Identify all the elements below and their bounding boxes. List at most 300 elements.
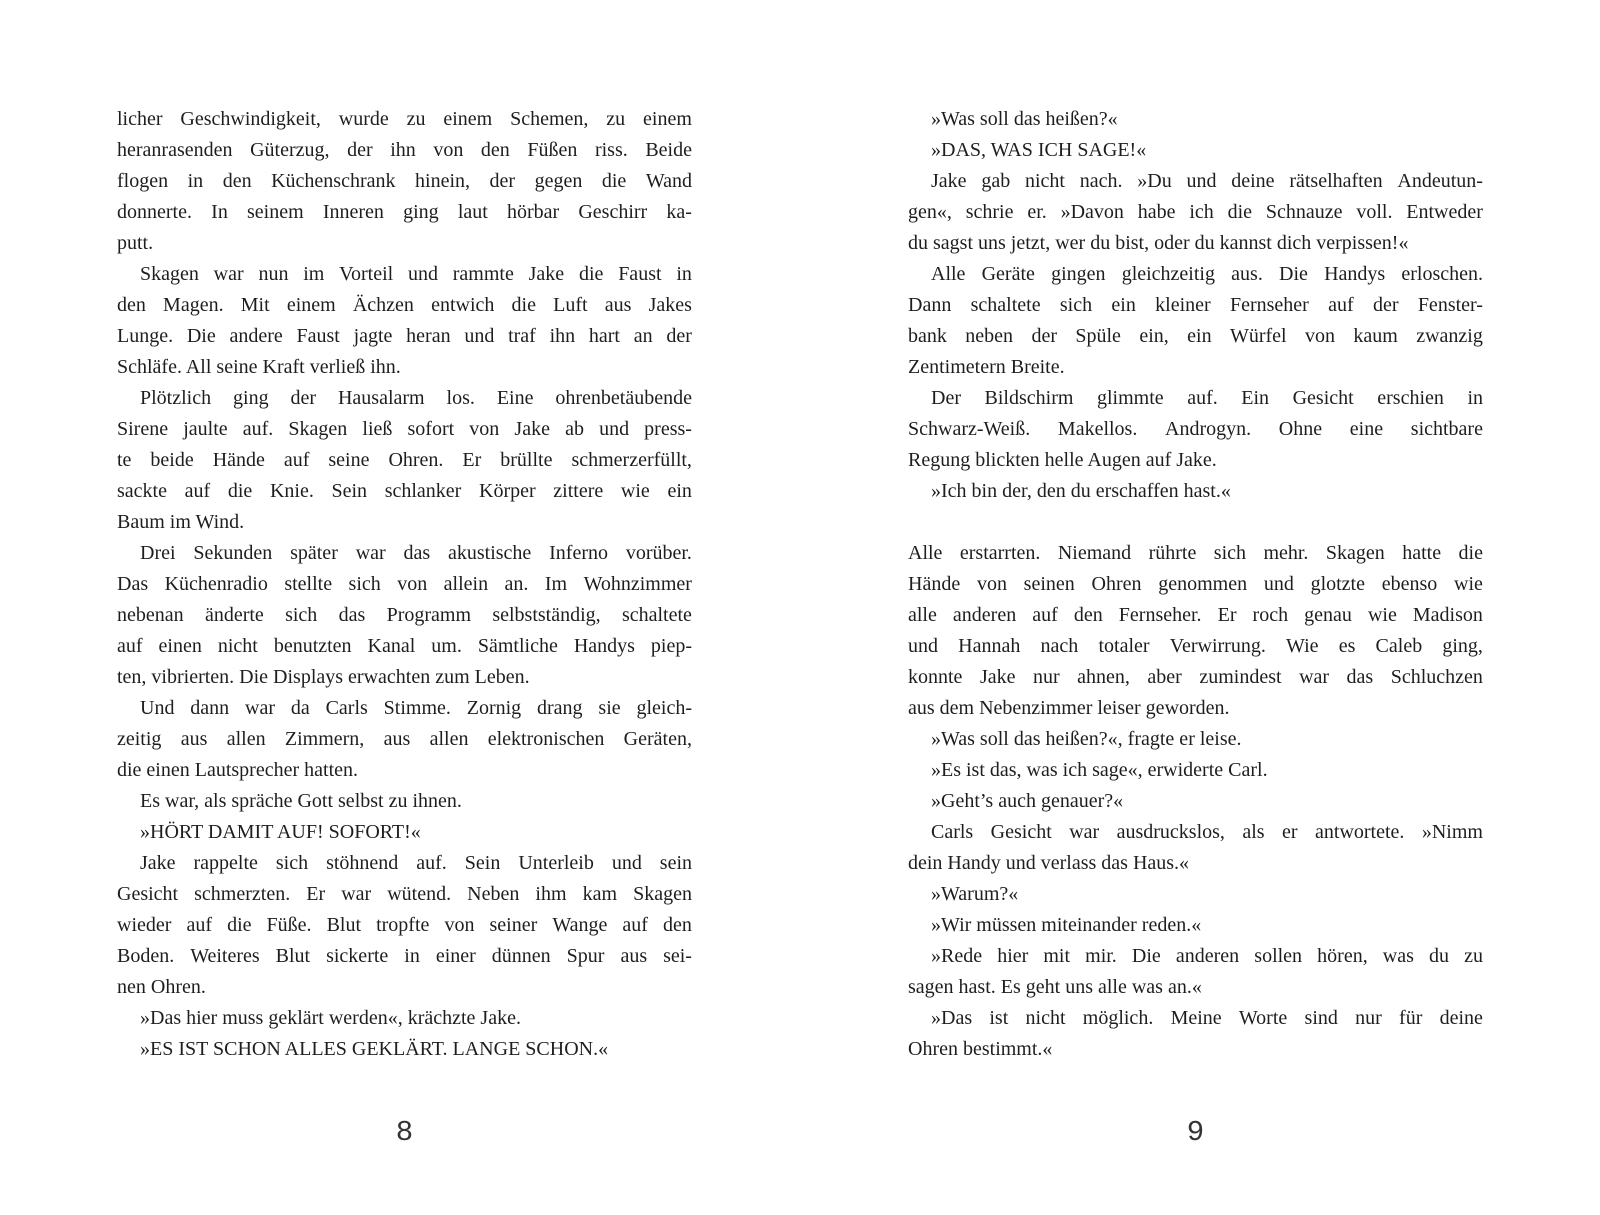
word: sich [1213, 542, 1246, 564]
text-line [908, 166, 1483, 197]
text-line [117, 290, 692, 321]
word: Programm [386, 604, 472, 626]
word: nur [1355, 1007, 1382, 1029]
text-line: sagen hast. Es geht uns alle was an.« [908, 976, 1202, 998]
text-line: »ES IST SCHON ALLES GEKLÄRT. LANGE SCHON.« [140, 1038, 609, 1060]
word: Carls [931, 821, 974, 843]
word: nicht [1024, 170, 1065, 192]
word: anderen [1175, 945, 1240, 967]
word: selbstständig, [492, 604, 601, 626]
word: aus [620, 945, 648, 967]
word: Stimme. [383, 697, 451, 719]
word: Er [1217, 604, 1237, 626]
word: Alle [908, 542, 943, 564]
word: flogen [117, 170, 169, 192]
word: sein [659, 852, 692, 874]
word: auf [1032, 604, 1058, 626]
text-line: »Wir müssen miteinander reden.« [931, 914, 1202, 936]
text-line [117, 135, 692, 166]
word: Madison [1412, 604, 1483, 626]
word: seine [328, 449, 370, 471]
word: Caleb [1375, 635, 1423, 657]
word: stöhnend [326, 852, 399, 874]
text-line: aus dem Nebenzimmer leiser geworden. [908, 697, 1230, 719]
word: aus. [1231, 263, 1263, 285]
word: Spüle [1075, 325, 1121, 347]
text-line: du sagst uns jetzt, wer du bist, oder du kannst dich verpissen!« [908, 232, 1409, 254]
word: Skagen [140, 263, 199, 285]
word: auf. [242, 418, 274, 440]
word: sichtbare [1410, 418, 1483, 440]
word: schmerzten. [194, 883, 291, 905]
word: und [407, 263, 438, 285]
word: Güterzug, [250, 139, 330, 161]
word: sickerte [326, 945, 389, 967]
word: Skagen [1325, 542, 1385, 564]
word: beide [150, 449, 194, 471]
word: war [1069, 821, 1100, 843]
text-line: Ohren bestimmt.« [908, 1038, 1053, 1060]
word: riss. [594, 139, 628, 161]
text-line: Schläfe. All seine Kraft verließ ihn. [117, 356, 401, 378]
word: Körper [479, 480, 536, 502]
word: Niemand [1057, 542, 1132, 564]
word: ab [565, 418, 584, 440]
word: brüllte [500, 449, 553, 471]
word: ihn [390, 139, 416, 161]
word: los. [446, 387, 475, 409]
word: rührte [1148, 542, 1197, 564]
word: gegen [534, 170, 583, 192]
word: auf [184, 480, 211, 502]
word: an. [504, 573, 529, 595]
word: Dann [908, 294, 952, 316]
text-line [117, 476, 692, 507]
word: und [599, 418, 630, 440]
word: nach. [1079, 170, 1123, 192]
word: ein [1111, 294, 1136, 316]
word: ausdruckslos, [1116, 821, 1225, 843]
word: der [347, 139, 373, 161]
word: Meine [1170, 1007, 1222, 1029]
text-line: »Was soll das heißen?« [931, 108, 1118, 130]
word: Eine [496, 387, 534, 409]
word: die [1227, 201, 1253, 223]
word: und [611, 852, 642, 874]
word: Entweder [1406, 201, 1483, 223]
word: Hände [908, 573, 961, 595]
word: Makellos. [1057, 418, 1138, 440]
text-line [908, 817, 1483, 848]
word: seiner [489, 914, 538, 936]
word: den [222, 170, 252, 192]
word: roch [1252, 604, 1289, 626]
word: Wange [552, 914, 608, 936]
word: im [303, 263, 325, 285]
word: Die [1131, 945, 1161, 967]
word: seinem [247, 201, 304, 223]
word: Ohren [1091, 573, 1142, 595]
text-line [908, 197, 1483, 228]
text-line [117, 383, 692, 414]
word: dann [190, 697, 230, 719]
word: ka- [666, 201, 692, 223]
word: Luft [553, 294, 588, 316]
word: von [444, 914, 475, 936]
word: wieder [117, 914, 172, 936]
word: Schnauze [1265, 201, 1343, 223]
text-line [117, 197, 692, 228]
word: aber [1147, 666, 1182, 688]
word: auf [117, 635, 143, 657]
word: Magen. [163, 294, 224, 316]
word: Carls [325, 697, 368, 719]
page-right-text-column [908, 104, 1483, 1065]
word: ich [1189, 201, 1214, 223]
word: Sirene [117, 418, 169, 440]
word: war [213, 263, 244, 285]
word: In [211, 201, 228, 223]
word: antwortete. [1315, 821, 1405, 843]
word: deine [1231, 170, 1275, 192]
word: Weiteres [190, 945, 260, 967]
word: Wand [645, 170, 692, 192]
word: bank [908, 325, 947, 347]
word: Hausalarm [337, 387, 425, 409]
word: Jakes [648, 294, 692, 316]
word: den [1073, 604, 1103, 626]
word: wie [1367, 604, 1397, 626]
word: der [1372, 294, 1399, 316]
text-line [117, 600, 692, 631]
text-line [117, 259, 692, 290]
word: Androgyn. [1165, 418, 1252, 440]
word: ließ [362, 418, 393, 440]
word: hinein, [415, 170, 471, 192]
text-line [908, 321, 1483, 352]
word: sich [348, 573, 381, 595]
word: kleiner [1155, 294, 1211, 316]
text-line: Zentimetern Breite. [908, 356, 1065, 378]
word: press- [644, 418, 692, 440]
word: mehr. [1263, 542, 1309, 564]
word: Die [186, 325, 216, 347]
word: Drei [140, 542, 176, 564]
word: Ächzen [352, 294, 414, 316]
word: »Davon [1060, 201, 1124, 223]
word: anderen [952, 604, 1017, 626]
word: änderte [204, 604, 264, 626]
word: Kanal [367, 635, 416, 657]
word: allen [226, 728, 266, 750]
text-line [908, 259, 1483, 290]
word: Jake [140, 852, 176, 874]
word: Bildschirm [984, 387, 1074, 409]
word: er. [1027, 201, 1047, 223]
word: Lunge. [117, 325, 174, 347]
word: um. [431, 635, 462, 657]
word: auf [283, 449, 310, 471]
word: die [601, 170, 627, 192]
text-line [117, 445, 692, 476]
word: nebenan [117, 604, 184, 626]
text-line [117, 321, 692, 352]
word: die [227, 914, 252, 936]
text-line: »Was soll das heißen?«, fragte er leise. [931, 728, 1242, 750]
text-line [908, 414, 1483, 445]
word: Skagen [288, 418, 348, 440]
word: Inferno [549, 542, 608, 564]
word: vorüber. [625, 542, 692, 564]
word: »Rede [931, 945, 983, 967]
word: andere [229, 325, 283, 347]
word: einem [286, 294, 336, 316]
word: an [633, 325, 653, 347]
word: Zimmern, [284, 728, 365, 750]
word: mit [1043, 945, 1071, 967]
text-line [117, 693, 692, 724]
text-line [117, 104, 692, 135]
text-line [117, 631, 692, 662]
word: »Das [931, 1007, 973, 1029]
text-line [117, 166, 692, 197]
word: Plötzlich [140, 387, 212, 409]
word: zwanzig [1416, 325, 1483, 347]
word: Geräten, [623, 728, 692, 750]
word: Neben [467, 883, 520, 905]
word: dünnen [491, 945, 551, 967]
word: elektronischen [487, 728, 605, 750]
text-line [908, 631, 1483, 662]
word: zu [406, 108, 426, 130]
word: du [1429, 945, 1449, 967]
word: aus [383, 728, 411, 750]
word: ein [1187, 325, 1212, 347]
text-line: ten, vibrierten. Die Displays erwachten zum Leben. [117, 666, 530, 688]
word: ahnen, [1077, 666, 1130, 688]
word: Er [462, 449, 482, 471]
word: Unterleib [518, 852, 594, 874]
word: zu [1464, 945, 1483, 967]
word: die [511, 294, 536, 316]
word: der [489, 170, 516, 192]
word: Spur [566, 945, 605, 967]
word: hatte [1402, 542, 1442, 564]
word: voll. [1356, 201, 1393, 223]
word: schaltete [970, 294, 1041, 316]
text-line [117, 941, 692, 972]
word: da [290, 697, 310, 719]
word: von [976, 573, 1007, 595]
word: drang [537, 697, 583, 719]
word: gingen [1051, 263, 1106, 285]
text-line: die einen Lautsprecher hatten. [117, 759, 358, 781]
word: kaum [1353, 325, 1398, 347]
word: schaltete [621, 604, 692, 626]
word: auf. [1187, 387, 1218, 409]
word: in [1467, 387, 1483, 409]
word: und [1186, 170, 1217, 192]
word: Boden. [117, 945, 175, 967]
word: aus [180, 728, 208, 750]
word: Knie. [269, 480, 314, 502]
word: laut [457, 201, 488, 223]
word: Alle [931, 263, 966, 285]
word: und [464, 325, 495, 347]
word: der [666, 325, 692, 347]
word: ebenso [1381, 573, 1438, 595]
word: jaulte [183, 418, 228, 440]
text-line [117, 724, 692, 755]
word: Mit [240, 294, 270, 316]
text-line [117, 879, 692, 910]
word: konnte [908, 666, 963, 688]
text-line: dein Handy und verlass das Haus.« [908, 852, 1190, 874]
word: den [117, 294, 146, 316]
word: Vorteil [339, 263, 394, 285]
text-line [908, 1003, 1483, 1034]
word: ohrenbetäubende [555, 387, 692, 409]
word: Gesicht [117, 883, 179, 905]
word: habe [1137, 201, 1176, 223]
word: ging [233, 387, 269, 409]
text-line [908, 383, 1483, 414]
word: die [578, 263, 604, 285]
page-left-text-column [117, 104, 692, 1065]
word: jagte [353, 325, 393, 347]
word: sofort [407, 418, 455, 440]
word: war [355, 542, 386, 564]
word: von [397, 573, 428, 595]
word: Würfel [1229, 325, 1287, 347]
word: Im [544, 573, 568, 595]
word: hier [997, 945, 1029, 967]
word: wie [620, 480, 650, 502]
word: Hände [212, 449, 265, 471]
word: Handys [1324, 263, 1386, 285]
word: in [404, 945, 420, 967]
word: zu [606, 108, 626, 130]
text-line [908, 600, 1483, 631]
word: hörbar [506, 201, 560, 223]
word: tropfte [376, 914, 430, 936]
word: allen [429, 728, 469, 750]
word: sich [285, 604, 318, 626]
word: te [117, 449, 132, 471]
text-line [908, 569, 1483, 600]
word: eine [1349, 418, 1384, 440]
word: war [341, 883, 372, 905]
page-number-right: 9 [1186, 1116, 1205, 1149]
word: Wie [1286, 635, 1319, 657]
word: ist [989, 1007, 1009, 1029]
text-line: Es war, als spräche Gott selbst zu ihnen. [140, 790, 462, 812]
word: Sekunden [193, 542, 273, 564]
word: Fernseher. [1118, 604, 1202, 626]
word: seinen [1023, 573, 1075, 595]
word: Sämtliche [477, 635, 558, 657]
word: »Nimm [1421, 821, 1483, 843]
word: Faust [296, 325, 340, 347]
word: Küchenschrank [271, 170, 396, 192]
word: Schemen, [510, 108, 589, 130]
word: Handys [573, 635, 635, 657]
text-line: »Das hier muss geklärt werden«, krächzte Jake. [140, 1007, 521, 1029]
word: einem [443, 108, 493, 130]
text-line [908, 290, 1483, 321]
word: entwich [431, 294, 495, 316]
word: Ohne [1278, 418, 1323, 440]
word: rappelte [193, 852, 258, 874]
word: das [1346, 666, 1374, 688]
word: auf. [416, 852, 447, 874]
word: und [908, 635, 938, 657]
word: schrie [965, 201, 1014, 223]
word: Ein [1241, 387, 1270, 409]
word: Das [117, 573, 149, 595]
word: deine [1439, 1007, 1483, 1029]
word: es [1338, 635, 1356, 657]
word: licher [117, 108, 163, 130]
word: für [1399, 1007, 1423, 1029]
word: wütend. [387, 883, 452, 905]
word: heran [406, 325, 451, 347]
word: in [676, 263, 692, 285]
word: totaler [1098, 635, 1150, 657]
word: der [290, 387, 317, 409]
word: Küchenradio [164, 573, 268, 595]
word: mir. [1085, 945, 1117, 967]
word: auf [186, 914, 213, 936]
word: schmerzerfüllt, [571, 449, 692, 471]
word: sackte [117, 480, 167, 502]
word: zittere [553, 480, 604, 502]
word: schlanker [384, 480, 462, 502]
word: stellte [284, 573, 333, 595]
word: später [290, 542, 338, 564]
word: von [1305, 325, 1336, 347]
word: heranrasenden [117, 139, 233, 161]
word: sich [1059, 294, 1093, 316]
text-line [908, 538, 1483, 569]
word: Füßen [527, 139, 578, 161]
word: nach [1040, 635, 1079, 657]
word: möglich. [1082, 1007, 1154, 1029]
word: das [338, 604, 366, 626]
text-line: »DAS, WAS ICH SAGE!« [931, 139, 1147, 161]
word: genommen [1158, 573, 1248, 595]
word: Schluchzen [1390, 666, 1483, 688]
word: piep- [650, 635, 692, 657]
word: Der [931, 387, 961, 409]
scene-break-gap [908, 507, 1483, 538]
word: als [1242, 821, 1265, 843]
word: rätselhaften [1289, 170, 1383, 192]
word: Verwirrung. [1169, 635, 1266, 657]
text-line: »Es ist das, was ich sage«, erwiderte Carl. [931, 759, 1268, 781]
word: die [227, 480, 253, 502]
word: und [1263, 573, 1294, 595]
word: benutzten [273, 635, 352, 657]
word: erloschen. [1401, 263, 1483, 285]
word: einem [643, 108, 692, 130]
word: kam [582, 883, 618, 905]
text-line: putt. [117, 232, 154, 254]
word: Füße. [266, 914, 312, 936]
word: einen [158, 635, 202, 657]
word: genau [1304, 604, 1352, 626]
word: Sein [464, 852, 501, 874]
